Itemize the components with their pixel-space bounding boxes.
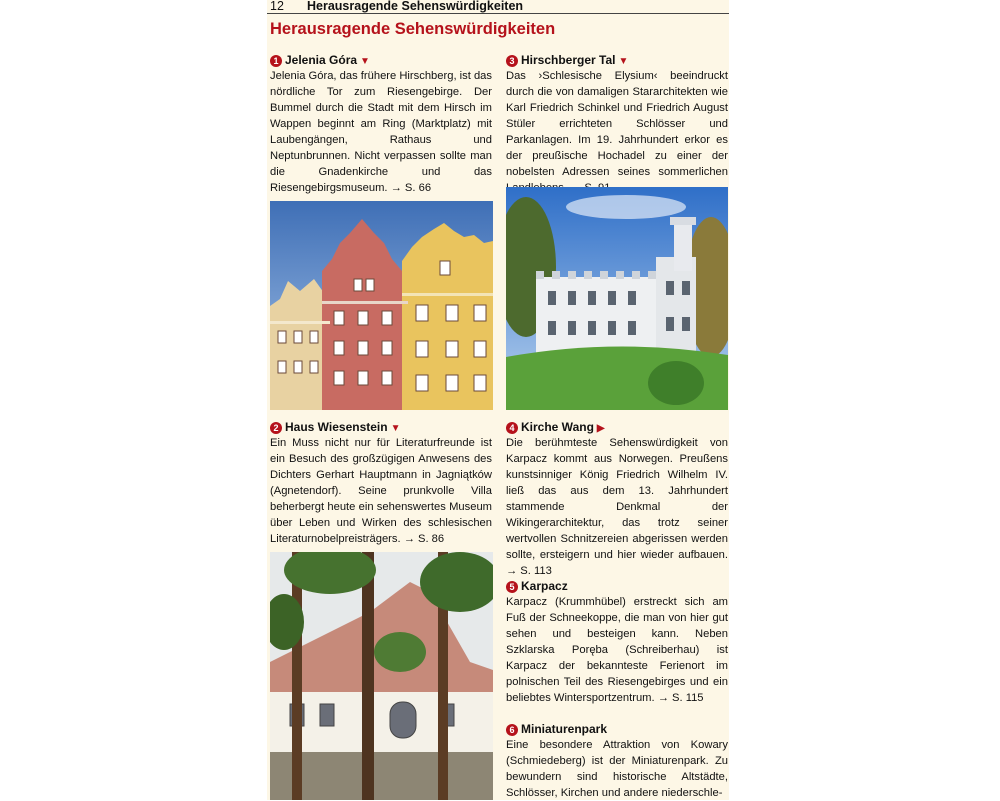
entry-miniaturenpark <box>506 721 728 801</box>
number-badge: 4 <box>506 422 518 434</box>
entry-jelenia-gora <box>270 52 492 196</box>
entry-text: Das ›Schlesische Elysium‹ beeindruckt durch die von damaligen Stararchitekten wie Karl Friedrich Schinkel und Friedrich August Stüler errichteten Schlösser und Parkanlagen. Im 19. Jahrhundert erkor es der preußische Hochadel zu einer der nobelsten Adressen seines sommerlichen <box>506 70 728 178</box>
triangle-down-icon: ▼ <box>390 423 401 434</box>
entry-heading <box>506 721 728 737</box>
guidebook-page <box>267 0 729 800</box>
triangle-right-icon: ▶ <box>596 423 605 434</box>
number-badge: 6 <box>506 724 518 736</box>
entry-heading <box>506 419 728 435</box>
number-badge: 5 <box>506 581 518 593</box>
entry-name: Hirschberger Tal <box>521 53 616 67</box>
entry-heading <box>506 52 728 68</box>
entry-heading <box>506 578 728 594</box>
entry-name: Miniaturenpark <box>521 722 608 736</box>
entry-name: Kirche Wang <box>521 420 594 434</box>
entry-kirche-wang <box>506 419 728 579</box>
running-header <box>267 0 729 14</box>
entry-name: Karpacz <box>521 579 568 593</box>
entry-name: Haus Wiesenstein <box>285 420 388 434</box>
entry-hirschberger-tal <box>506 52 728 196</box>
entry-text: Die berühmteste Sehenswürdigkeit von Karpacz kommt aus Norwegen. Preußens kunstsinniger König Friedrich Wilhelm IV. ließ das aus dem 13. Jahrhundert stammende Denkmal der Wikingerarchitektur, das trotz seiner wertvollen Schnitzereien abgerissen werden sollte, ersteigern und hier wieder aufbauen. → S. 113 <box>506 437 728 577</box>
number-badge: 3 <box>506 55 518 67</box>
page-title: Herausragende Sehenswürdigkeiten <box>270 20 556 38</box>
entry-karpacz <box>506 578 728 706</box>
running-title: Herausragende Sehenswürdigkeiten <box>307 0 524 13</box>
entry-heading <box>270 52 492 68</box>
entry-heading <box>270 419 492 435</box>
entry-name: Jelenia Góra <box>285 53 358 67</box>
entry-text: Ein Muss nicht nur für Literaturfreunde ist ein Besuch des großzügigen Anwesens des Dichters Gerhart Hauptmann in Jagniątków (Agnetendorf). Seine prunkvolle Villa beherbergt heute ein sehenswertes Museum über Leben und Wirken des schlesischen Literaturnobelpreisträgers. → S. 86 <box>270 437 492 545</box>
triangle-down-icon: ▼ <box>360 56 370 67</box>
entry-text: Eine besondere Attraktion von Kowary (Schmiedeberg) ist der Miniaturenpark. Zu bewundern sind historische Altstädte, Schlösser, Kirchen und andere niederschle- <box>506 739 728 799</box>
triangle-down-icon: ▼ <box>618 56 629 67</box>
photo-castle-hirschberger-tal <box>506 187 728 410</box>
photo-jelenia-gora-houses <box>270 201 493 410</box>
entry-text: Jelenia Góra, das frühere Hirschberg, ist das nördliche Tor zum Riesengebirge. Der Bummel durch die Stadt mit dem Hirsch im Wappen beginnt am Ring (Marktplatz) mit Laubengängen, Rathaus und Neptunbrunnen. Nicht verpassen sollte man die Gnadenkirche und das Riesengebirgsmuseum. → S. 66 <box>270 70 492 194</box>
entry-haus-wiesenstein <box>270 419 492 547</box>
entry-text: Karpacz (Krummhübel) erstreckt sich am Fuß der Schneekoppe, die man von hier gut sehen und besteigen kann. Neben Szklarska Poręba (Schreiberhau) ist Karpacz der bekannteste Ferienort im polnischen Teil des Riesengebirges und ein beliebtes Wintersportzentrum. → S. 115 <box>506 596 728 704</box>
number-badge: 1 <box>270 55 282 67</box>
photo-haus-wiesenstein <box>270 552 493 800</box>
page-number: 12 <box>270 0 284 13</box>
number-badge: 2 <box>270 422 282 434</box>
